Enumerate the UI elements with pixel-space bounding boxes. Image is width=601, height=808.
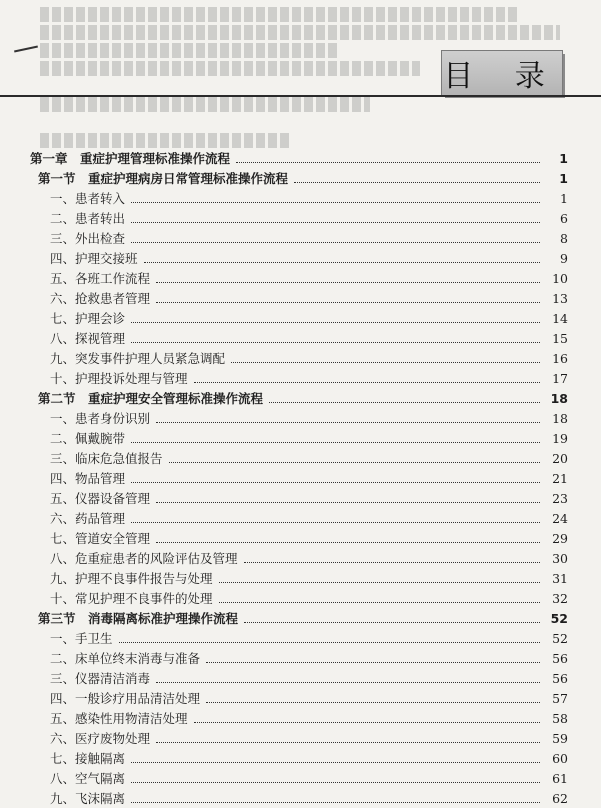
toc-page-number: 32 — [552, 590, 568, 606]
leader-dots — [119, 642, 540, 643]
toc-chapter[interactable] — [30, 148, 568, 168]
toc-entry-label: 八、探视管理 — [50, 331, 126, 346]
toc-page-number: 1 — [559, 150, 568, 166]
toc-item[interactable] — [30, 408, 568, 428]
leader-dots — [131, 782, 540, 783]
toc-entry-label: 六、抢救患者管理 — [50, 291, 151, 306]
header-rule — [0, 95, 601, 97]
toc-entry-label: 六、医疗废物处理 — [50, 731, 151, 746]
toc-item[interactable] — [30, 508, 568, 528]
toc-entry-label: 二、患者转出 — [50, 211, 126, 226]
toc-item[interactable] — [30, 428, 568, 448]
leader-dots — [144, 262, 540, 263]
toc-page-number: 31 — [552, 570, 568, 586]
toc-page-number: 52 — [552, 630, 568, 646]
toc-page-number: 56 — [552, 650, 568, 666]
toc-entry-label: 八、空气隔离 — [50, 771, 126, 786]
toc-page-number: 62 — [552, 790, 568, 806]
pen-mark — [14, 46, 38, 53]
toc-entry-label: 三、仪器清洁消毒 — [50, 671, 151, 686]
toc-section[interactable] — [30, 388, 568, 408]
toc-item[interactable] — [30, 228, 568, 248]
leader-dots — [219, 582, 540, 583]
toc-item[interactable] — [30, 328, 568, 348]
toc-item[interactable] — [30, 468, 568, 488]
leader-dots — [206, 662, 540, 663]
toc-entry-label: 三、外出检查 — [50, 231, 126, 246]
leader-dots — [131, 482, 540, 483]
toc-page-number: 23 — [552, 490, 568, 506]
toc-page-number: 18 — [550, 390, 568, 406]
toc-entry-label: 五、各班工作流程 — [50, 271, 151, 286]
leader-dots — [131, 222, 540, 223]
toc-section[interactable] — [30, 608, 568, 628]
toc-item[interactable] — [30, 788, 568, 808]
leader-dots — [131, 802, 540, 803]
toc-page-number: 17 — [552, 370, 568, 386]
toc-item[interactable] — [30, 648, 568, 668]
leader-dots — [156, 682, 540, 683]
toc-item[interactable] — [30, 348, 568, 368]
leader-dots — [131, 202, 540, 203]
toc-page-number: 52 — [550, 610, 568, 626]
toc-page-number: 58 — [552, 710, 568, 726]
toc-entry-label: 十、护理投诉处理与管理 — [50, 371, 188, 386]
toc-entry-label: 一、手卫生 — [50, 631, 113, 646]
toc-item[interactable] — [30, 748, 568, 768]
toc-item[interactable] — [30, 688, 568, 708]
toc-entry-label: 九、飞沫隔离 — [50, 791, 126, 806]
toc-entry-label: 第三节 消毒隔离标准护理操作流程 — [38, 611, 239, 626]
leader-dots — [294, 182, 540, 183]
toc-page-number: 13 — [552, 290, 568, 306]
toc-page-number: 14 — [552, 310, 568, 326]
leader-dots — [194, 722, 540, 723]
toc-item[interactable] — [30, 268, 568, 288]
toc-page-number: 10 — [552, 270, 568, 286]
toc-item[interactable] — [30, 768, 568, 788]
leader-dots — [156, 742, 540, 743]
leader-dots — [269, 402, 540, 403]
toc-item[interactable] — [30, 448, 568, 468]
leader-dots — [156, 302, 540, 303]
toc-item[interactable] — [30, 668, 568, 688]
toc-item[interactable] — [30, 728, 568, 748]
toc-entry-label: 九、突发事件护理人员紧急调配 — [50, 351, 226, 366]
table-of-contents — [30, 148, 568, 808]
leader-dots — [236, 162, 540, 163]
leader-dots — [156, 542, 540, 543]
toc-page-number: 29 — [552, 530, 568, 546]
toc-item[interactable] — [30, 288, 568, 308]
toc-item[interactable] — [30, 568, 568, 588]
leader-dots — [131, 322, 540, 323]
toc-item[interactable] — [30, 708, 568, 728]
leader-dots — [169, 462, 540, 463]
toc-entry-label: 六、药品管理 — [50, 511, 126, 526]
toc-page-number: 21 — [552, 470, 568, 486]
toc-item[interactable] — [30, 248, 568, 268]
leader-dots — [131, 242, 540, 243]
toc-page-number: 1 — [559, 170, 568, 186]
toc-item[interactable] — [30, 528, 568, 548]
toc-entry-label: 五、感染性用物清洁处理 — [50, 711, 188, 726]
toc-item[interactable] — [30, 488, 568, 508]
toc-entry-label: 第一章 重症护理管理标准操作流程 — [30, 151, 231, 166]
toc-entry-label: 七、护理会诊 — [50, 311, 126, 326]
toc-page-number: 1 — [560, 190, 568, 206]
toc-page-number: 16 — [552, 350, 568, 366]
leader-dots — [131, 762, 540, 763]
toc-item[interactable] — [30, 208, 568, 228]
toc-entry-label: 一、患者转入 — [50, 191, 126, 206]
toc-page-number: 18 — [552, 410, 568, 426]
leader-dots — [156, 282, 540, 283]
toc-entry-label: 一、患者身份识别 — [50, 411, 151, 426]
toc-item[interactable] — [30, 308, 568, 328]
toc-page-number: 56 — [552, 670, 568, 686]
leader-dots — [131, 442, 540, 443]
toc-entry-label: 二、床单位终末消毒与准备 — [50, 651, 201, 666]
toc-entry-label: 四、护理交接班 — [50, 251, 138, 266]
toc-page-number: 9 — [560, 250, 568, 266]
leader-dots — [231, 362, 540, 363]
toc-item[interactable] — [30, 628, 568, 648]
toc-page-number: 15 — [552, 330, 568, 346]
toc-entry-label: 二、佩戴腕带 — [50, 431, 126, 446]
toc-page-number: 8 — [560, 230, 568, 246]
toc-page-number: 57 — [552, 690, 568, 706]
toc-entry-label: 七、管道安全管理 — [50, 531, 151, 546]
toc-entry-label: 十、常见护理不良事件的处理 — [50, 591, 213, 606]
toc-page-number: 24 — [552, 510, 568, 526]
leader-dots — [219, 602, 540, 603]
toc-section[interactable] — [30, 168, 568, 188]
leader-dots — [206, 702, 540, 703]
toc-entry-label: 第二节 重症护理安全管理标准操作流程 — [38, 391, 264, 406]
toc-page-number: 19 — [552, 430, 568, 446]
leader-dots — [156, 502, 540, 503]
toc-item[interactable] — [30, 368, 568, 388]
toc-item[interactable] — [30, 548, 568, 568]
toc-item[interactable] — [30, 588, 568, 608]
leader-dots — [131, 522, 540, 523]
toc-page-number: 61 — [552, 770, 568, 786]
toc-entry-label: 九、护理不良事件报告与处理 — [50, 571, 213, 586]
toc-page-number: 20 — [552, 450, 568, 466]
toc-entry-label: 四、一般诊疗用品清洁处理 — [50, 691, 201, 706]
toc-page-number: 59 — [552, 730, 568, 746]
toc-page-number: 6 — [560, 210, 568, 226]
leader-dots — [244, 562, 540, 563]
leader-dots — [131, 342, 540, 343]
toc-entry-label: 第一节 重症护理病房日常管理标准操作流程 — [38, 171, 289, 186]
toc-entry-label: 五、仪器设备管理 — [50, 491, 151, 506]
toc-page-number: 30 — [552, 550, 568, 566]
toc-entry-label: 七、接触隔离 — [50, 751, 126, 766]
toc-item[interactable] — [30, 188, 568, 208]
leader-dots — [194, 382, 540, 383]
toc-entry-label: 八、危重症患者的风险评估及管理 — [50, 551, 238, 566]
toc-page-number: 60 — [552, 750, 568, 766]
leader-dots — [244, 622, 540, 623]
toc-title: 目 录 — [441, 50, 563, 96]
leader-dots — [156, 422, 540, 423]
toc-entry-label: 四、物品管理 — [50, 471, 126, 486]
toc-entry-label: 三、临床危急值报告 — [50, 451, 163, 466]
